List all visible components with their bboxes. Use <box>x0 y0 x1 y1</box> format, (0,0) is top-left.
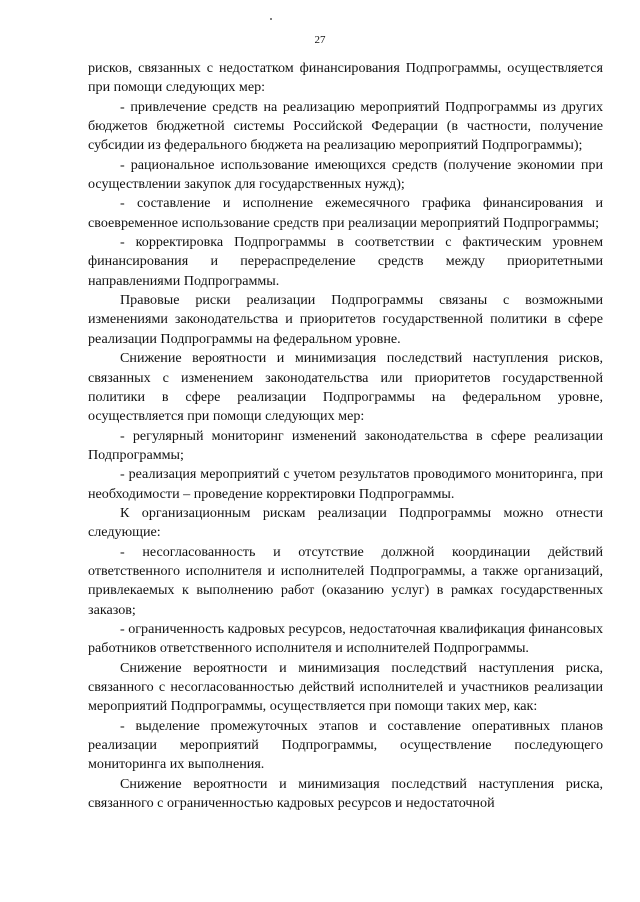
list-item-adjustment: - корректировка Подпрограммы в соответствии с фактическим уровнем финансирования и перераспределение средств между приоритетными направлениями Подпрограммы. <box>88 234 603 289</box>
paragraph-coordination-risk-mitigation: Снижение вероятности и минимизация последствий наступления риска, связанного с несогласованностью действий исполнителей и участников реализации мероприятий Подпрограммы, осуществляется при помощи таких мер, как: <box>88 659 603 715</box>
paragraph-staff-risk-mitigation: Снижение вероятности и минимизация последствий наступления риска, связанного с ограниченностью кадровых ресурсов и недостаточной <box>88 775 603 812</box>
list-item-monitoring-results: - реализация мероприятий с учетом результатов проводимого мониторинга, при необходимости – проведение корректировки Подпрограммы. <box>88 466 603 502</box>
list-item-limited-staff: - ограниченность кадровых ресурсов, недостаточная квалификация финансовых работников ответственного исполнителя и исполнителей Подпрограммы. <box>88 620 603 657</box>
body-text <box>88 59 603 813</box>
list-item-monthly-schedule: - составление и исполнение ежемесячного графика финансирования и своевременное использование средств при реализации мероприятий Подпрограммы; <box>88 195 603 231</box>
list-item-lack-of-coordination: - несогласованность и отсутствие должной координации действий ответственного исполнителя и исполнителей Подпрограммы, а также организаций, привлекаемых к выполнению работ (оказанию услуг) в рамках государственных заказов; <box>88 543 603 618</box>
list-item-regular-monitoring: - регулярный мониторинг изменений законодательства в сфере реализации Подпрограммы; <box>88 427 603 463</box>
paragraph-continued-financing-risk: рисков, связанных с недостатком финансирования Подпрограммы, осуществляется при помощи следующих мер: <box>88 60 603 96</box>
paragraph-legal-risk-mitigation: Снижение вероятности и минимизация последствий наступления рисков, связанных с изменением законодательства или приоритетов государственной политики в сфере реализации Подпрограммы на федеральном уровне, осуществляется при помощи следующих мер: <box>88 350 603 425</box>
paragraph-organizational-risks: К организационным рискам реализации Подпрограммы можно отнести следующие: <box>88 504 603 541</box>
scan-speck <box>270 18 272 20</box>
list-item-rational-use: - рациональное использование имеющихся средств (получение экономии при осуществлении закупок для государственных нужд); <box>88 156 603 193</box>
list-item-intermediate-stages: - выделение промежуточных этапов и составление оперативных планов реализации мероприятий Подпрограммы, осуществление последующего мониторинга их выполнения. <box>88 717 603 773</box>
page-number: 27 <box>314 34 326 46</box>
paragraph-legal-risks: Правовые риски реализации Подпрограммы связаны с возможными изменениями законодательства и приоритетов государственной политики в сфере реализации Подпрограммы на федеральном уровне. <box>88 292 603 347</box>
list-item-attract-funds: - привлечение средств на реализацию мероприятий Подпрограммы из других бюджетов бюджетной системы Российской Федерации (в частности, получение субсидии из федерального бюджета на реализацию мероприятий Подпрограммы); <box>88 98 603 154</box>
